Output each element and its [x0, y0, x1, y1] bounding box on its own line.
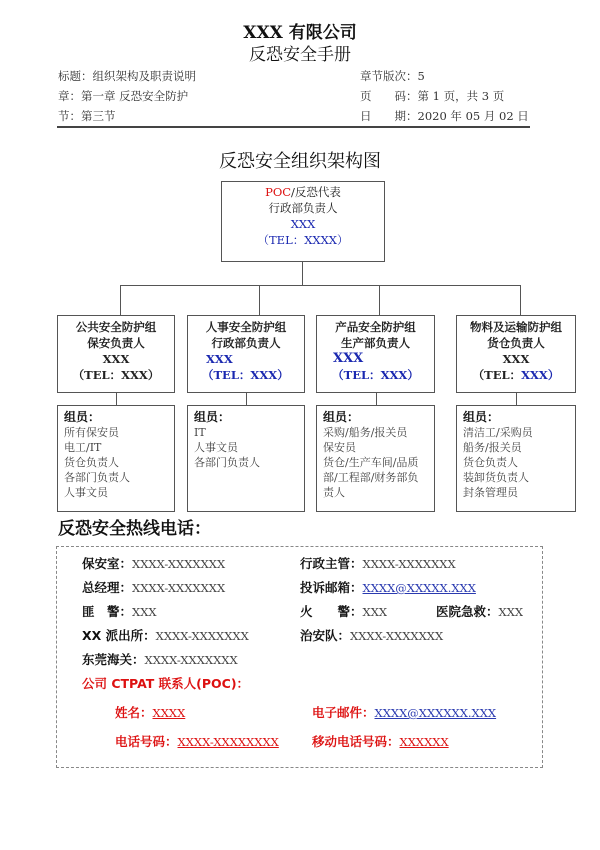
- poc-contact-name: 姓名：XXXX: [115, 705, 186, 720]
- members-box-personnel-security: [187, 405, 305, 512]
- members-heading: 组员：: [64, 410, 101, 424]
- group-contact-name: XXX: [206, 352, 233, 366]
- hotline-complaint-email: 投诉邮箱：XXXX@XXXXX.XXX: [300, 580, 476, 595]
- hotline-security-room: 保安室：XXXX-XXXXXXX: [82, 556, 226, 571]
- members-box-public-security: [57, 405, 175, 512]
- member-item: 责人: [323, 486, 345, 499]
- connector-member-2: [246, 393, 247, 405]
- connector-drop-2: [259, 285, 260, 315]
- poc-contact-title: 公司 CTPAT 联系人(POC)：: [82, 676, 250, 691]
- member-item: 人事文员: [64, 486, 108, 499]
- poc-email-link[interactable]: XXXX@XXXXXX.XXX: [374, 706, 497, 720]
- manual-title: 反恐安全手册: [249, 45, 351, 65]
- poc-contact-mobile: 移动电话号码：XXXXXX: [312, 734, 449, 749]
- group-leader: 保安负责人: [87, 336, 145, 350]
- hotline-admin-supervisor: 行政主管：XXXX-XXXXXXX: [300, 556, 456, 571]
- hotline-security-team: 治安队：XXXX-XXXXXXX: [300, 628, 444, 643]
- meta-date: 日 期：2020 年 05 月 02 日: [360, 109, 529, 123]
- hotline-police-station: XX 派出所：XXXX-XXXXXXX: [82, 628, 249, 643]
- meta-chapter: 章：第一章 反恐安全防护: [58, 89, 189, 103]
- header-meta-right: [360, 66, 529, 126]
- hotline-hospital: 医院急救：XXX: [436, 604, 524, 619]
- group-leader: 生产部负责人: [341, 336, 410, 350]
- member-item: 装卸货负责人: [463, 471, 529, 484]
- company-name: XXX 有限公司: [243, 23, 357, 43]
- members-heading: 组员：: [323, 410, 360, 424]
- group-leader: 货仓负责人: [487, 336, 545, 350]
- member-item: 货仓负责人: [463, 456, 518, 469]
- group-leader: 行政部负责人: [211, 336, 281, 350]
- meta-page: 页 码：第 1 页，共 3 页: [360, 89, 505, 103]
- connector-member-3: [376, 393, 377, 405]
- connector-member-1: [116, 393, 117, 405]
- group-tel: （TEL：XXX）: [472, 368, 560, 382]
- group-tel: （TEL：XXX）: [332, 368, 419, 382]
- member-item: 各部门负责人: [194, 456, 260, 469]
- header-divider: [57, 126, 530, 128]
- member-item: 电工/IT: [64, 441, 102, 454]
- group-box-materials-transport: [456, 315, 576, 393]
- group-contact-name: XXX: [333, 351, 364, 366]
- member-item: 保安员: [323, 441, 356, 454]
- org-chart-title: 反恐安全组织架构图: [219, 151, 381, 172]
- connector-bar: [120, 285, 521, 286]
- connector-member-4: [516, 393, 517, 405]
- member-item: 所有保安员: [64, 426, 119, 439]
- member-item: IT: [194, 426, 206, 439]
- hotline-title: 反恐安全热线电话：: [58, 519, 211, 539]
- connector-drop-1: [120, 285, 121, 315]
- member-item: 采购/船务/报关员: [323, 426, 408, 439]
- group-box-personnel-security: [187, 315, 305, 393]
- hotline-fire: 火 警：XXX: [300, 604, 388, 619]
- members-box-materials-transport: [456, 405, 576, 512]
- group-name: 公共安全防护组: [75, 320, 157, 334]
- group-name: 物料及运输防护组: [470, 320, 562, 334]
- connector-drop-3: [379, 285, 380, 315]
- group-tel: （TEL：XXX）: [72, 368, 160, 382]
- member-item: 船务/报关员: [463, 441, 522, 454]
- meta-section: 节：第三节: [58, 109, 116, 123]
- member-item: 货仓/生产车间/品质: [323, 456, 419, 469]
- group-name: 产品安全防护组: [335, 320, 416, 334]
- group-contact-name: XXX: [102, 352, 130, 366]
- complaint-email-link[interactable]: XXXX@XXXXX.XXX: [362, 581, 476, 595]
- members-heading: 组员：: [463, 410, 500, 424]
- poc-tel: （TEL：XXXX）: [257, 233, 349, 247]
- poc-contact-email: 电子邮件：XXXX@XXXXXX.XXX: [312, 705, 497, 720]
- member-item: 封条管理员: [463, 486, 518, 499]
- poc-box: [221, 181, 385, 262]
- group-tel: （TEL：XXX）: [202, 368, 289, 382]
- hotline-general-manager: 总经理：XXXX-XXXXXXX: [82, 580, 226, 595]
- poc-contact-phone: 电话号码：XXXX-XXXXXXXX: [115, 734, 279, 749]
- member-item: 各部门负责人: [64, 471, 130, 484]
- connector-drop-4: [520, 285, 521, 315]
- members-heading: 组员：: [194, 410, 231, 424]
- member-item: 部/工程部/财务部负: [323, 471, 419, 484]
- group-contact-name: XXX: [502, 352, 530, 366]
- member-item: 货仓负责人: [64, 456, 119, 469]
- header-meta-left: [58, 66, 196, 126]
- poc-role: POC/反恐代表: [265, 185, 341, 199]
- hotline-customs: 东莞海关：XXXX-XXXXXXX: [82, 652, 238, 667]
- poc-position: 行政部负责人: [268, 201, 338, 215]
- poc-name: XXX: [290, 217, 316, 231]
- meta-title: 标题：组织架构及职责说明: [58, 69, 196, 83]
- meta-version: 章节版次：5: [360, 69, 425, 83]
- connector-trunk: [302, 262, 303, 286]
- group-box-product-security: [316, 315, 435, 393]
- members-box-product-security: [316, 405, 435, 512]
- member-item: 人事文员: [194, 441, 238, 454]
- hotline-police: 匪 警：XXX: [82, 604, 157, 619]
- group-box-public-security: [57, 315, 175, 393]
- member-item: 清洁工/采购员: [463, 426, 533, 439]
- group-name: 人事安全防护组: [205, 320, 287, 334]
